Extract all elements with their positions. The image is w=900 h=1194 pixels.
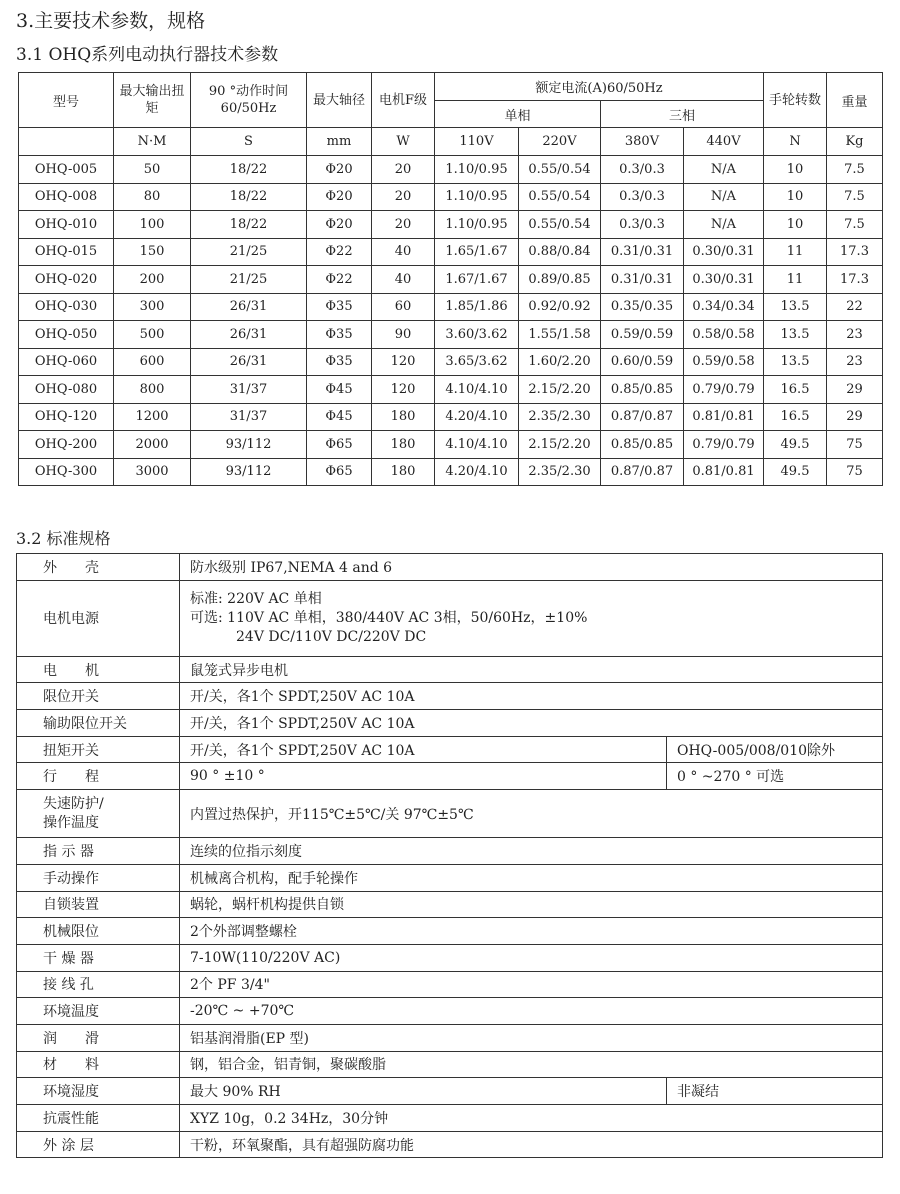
- cell-time: 26/31: [191, 293, 307, 321]
- cell-model: OHQ-008: [19, 183, 114, 211]
- cell-current-110v: 4.10/4.10: [435, 431, 519, 459]
- power-line-optional: 可选: 110V AC 单相，380/440V AC 3相，50/60Hz，±10%: [190, 609, 588, 626]
- table-row: [17, 944, 883, 971]
- power-line-standard: 标准: 220V AC 单相: [190, 590, 322, 607]
- lubrication-value: 铝基润滑脂(EP 型): [180, 1024, 883, 1051]
- cell-current-220v: 2.35/2.30: [519, 403, 601, 431]
- header-model: 型号: [19, 73, 114, 128]
- cell-current-440v: N/A: [684, 156, 764, 184]
- stall-protection-label: [17, 790, 180, 838]
- cell-torque: 1200: [114, 403, 191, 431]
- cell-current-220v: 0.88/0.84: [519, 238, 601, 266]
- cell-current-380v: 0.31/0.31: [601, 238, 684, 266]
- cell-motor: 60: [372, 293, 435, 321]
- cell-shaft: Φ35: [307, 348, 372, 376]
- aux-limit-switch-label: 输助限位开关: [17, 710, 180, 737]
- cell-current-110v: 4.10/4.10: [435, 376, 519, 404]
- cell-current-380v: 0.85/0.85: [601, 431, 684, 459]
- cell-weight: 7.5: [827, 183, 883, 211]
- cell-torque: 2000: [114, 431, 191, 459]
- cell-model: OHQ-200: [19, 431, 114, 459]
- cell-weight: 17.3: [827, 238, 883, 266]
- cell-time: 18/22: [191, 156, 307, 184]
- cell-motor: 40: [372, 266, 435, 294]
- cell-shaft: Φ45: [307, 403, 372, 431]
- cell-current-380v: 0.87/0.87: [601, 403, 684, 431]
- cell-weight: 17.3: [827, 266, 883, 294]
- cell-handwheel: 11: [764, 238, 827, 266]
- cell-torque: 50: [114, 156, 191, 184]
- table-row: [17, 1051, 883, 1078]
- lubrication-label: 润 滑: [17, 1024, 180, 1051]
- cell-weight: 22: [827, 293, 883, 321]
- power-value: [180, 580, 883, 656]
- cell-shaft: Φ22: [307, 238, 372, 266]
- cell-model: OHQ-080: [19, 376, 114, 404]
- unit-220v: 220V: [519, 128, 601, 156]
- spec-table-body: [19, 156, 883, 486]
- mechanical-stop-label: 机械限位: [17, 918, 180, 945]
- cell-current-220v: 0.55/0.54: [519, 156, 601, 184]
- coating-label: 外 涂 层: [17, 1131, 180, 1158]
- table-row: [19, 403, 883, 431]
- humidity-note: 非凝结: [667, 1078, 883, 1105]
- vibration-label: 抗震性能: [17, 1105, 180, 1132]
- spec-table: [18, 72, 883, 486]
- header-torque: 最大输出扭矩: [114, 73, 191, 128]
- cell-shaft: Φ35: [307, 293, 372, 321]
- cell-handwheel: 49.5: [764, 458, 827, 486]
- table-row: [17, 554, 883, 581]
- torque-switch-label: 扭矩开关: [17, 736, 180, 763]
- cell-time: 31/37: [191, 376, 307, 404]
- unit-440v: 440V: [684, 128, 764, 156]
- space-heater-value: 7-10W(110/220V AC): [180, 944, 883, 971]
- table-row: [17, 736, 883, 763]
- section-3-1-title: 3.1 OHQ系列电动执行器技术参数: [16, 45, 279, 65]
- cell-current-440v: 0.81/0.81: [684, 403, 764, 431]
- cell-current-220v: 1.55/1.58: [519, 321, 601, 349]
- table-row: [19, 376, 883, 404]
- cell-motor: 40: [372, 238, 435, 266]
- manual-override-value: 机械离合机构，配手轮操作: [180, 864, 883, 891]
- cell-handwheel: 16.5: [764, 376, 827, 404]
- table-row: [17, 710, 883, 737]
- cell-time: 21/25: [191, 238, 307, 266]
- unit-shaft: mm: [307, 128, 372, 156]
- cell-time: 26/31: [191, 348, 307, 376]
- cell-current-440v: 0.30/0.31: [684, 266, 764, 294]
- cell-current-440v: 0.81/0.81: [684, 458, 764, 486]
- aux-limit-switch-value: 开/关，各1个 SPDT,250V AC 10A: [180, 710, 883, 737]
- cell-current-380v: 0.3/0.3: [601, 156, 684, 184]
- cell-handwheel: 13.5: [764, 293, 827, 321]
- unit-weight: Kg: [827, 128, 883, 156]
- cell-handwheel: 10: [764, 156, 827, 184]
- cell-current-440v: 0.79/0.79: [684, 376, 764, 404]
- cell-current-220v: 2.35/2.30: [519, 458, 601, 486]
- cell-current-110v: 1.10/0.95: [435, 183, 519, 211]
- space-heater-label: 干 燥 器: [17, 944, 180, 971]
- cell-motor: 180: [372, 458, 435, 486]
- table-row: [19, 293, 883, 321]
- cell-current-110v: 1.10/0.95: [435, 156, 519, 184]
- stroke-value: 90 ° ±10 °: [180, 763, 667, 790]
- unit-motor: W: [372, 128, 435, 156]
- vibration-value: XYZ 10g，0.2 34Hz，30分钟: [180, 1105, 883, 1132]
- table-row: [17, 1024, 883, 1051]
- housing-value: 防水级别 IP67,NEMA 4 and 6: [180, 554, 883, 581]
- table-row: [19, 183, 883, 211]
- table-row: [17, 998, 883, 1025]
- cell-handwheel: 49.5: [764, 431, 827, 459]
- cell-current-220v: 1.60/2.20: [519, 348, 601, 376]
- cell-weight: 29: [827, 403, 883, 431]
- cell-torque: 500: [114, 321, 191, 349]
- table-row: [17, 580, 883, 656]
- cell-model: OHQ-010: [19, 211, 114, 239]
- cell-current-440v: 0.59/0.58: [684, 348, 764, 376]
- table-row: [17, 971, 883, 998]
- header-motor: 电机F级: [372, 73, 435, 128]
- cell-model: OHQ-060: [19, 348, 114, 376]
- cell-motor: 180: [372, 431, 435, 459]
- cell-weight: 75: [827, 431, 883, 459]
- cell-model: OHQ-030: [19, 293, 114, 321]
- motor-label: 电 机: [17, 656, 180, 683]
- cell-motor: 120: [372, 348, 435, 376]
- header-model-unit: [19, 128, 114, 156]
- motor-value: 鼠笼式异步电机: [180, 656, 883, 683]
- header-three-phase: 三相: [601, 101, 764, 128]
- stall-protection-value: 内置过热保护，开115℃±5℃/关 97℃±5℃: [180, 790, 883, 838]
- table-row: [17, 838, 883, 865]
- cell-torque: 3000: [114, 458, 191, 486]
- cell-model: OHQ-005: [19, 156, 114, 184]
- cell-current-380v: 0.85/0.85: [601, 376, 684, 404]
- cell-weight: 29: [827, 376, 883, 404]
- stroke-label: 行 程: [17, 763, 180, 790]
- cell-time: 31/37: [191, 403, 307, 431]
- cell-handwheel: 16.5: [764, 403, 827, 431]
- conduit-entry-label: 接 线 孔: [17, 971, 180, 998]
- cell-current-110v: 4.20/4.10: [435, 403, 519, 431]
- cell-current-110v: 3.60/3.62: [435, 321, 519, 349]
- mechanical-stop-value: 2个外部调整螺栓: [180, 918, 883, 945]
- header-time: 90 °动作时间60/50Hz: [191, 73, 307, 128]
- table-row: [19, 348, 883, 376]
- humidity-label: 环境湿度: [17, 1078, 180, 1105]
- cell-current-220v: 0.89/0.85: [519, 266, 601, 294]
- housing-label: 外 壳: [17, 554, 180, 581]
- cell-current-380v: 0.3/0.3: [601, 211, 684, 239]
- table-row: [17, 1131, 883, 1158]
- cell-time: 93/112: [191, 431, 307, 459]
- unit-380v: 380V: [601, 128, 684, 156]
- unit-torque: N·M: [114, 128, 191, 156]
- cell-torque: 600: [114, 348, 191, 376]
- table-row: [19, 321, 883, 349]
- torque-switch-note: OHQ-005/008/010除外: [667, 736, 883, 763]
- cell-shaft: Φ22: [307, 266, 372, 294]
- table-row: [17, 864, 883, 891]
- cell-current-220v: 0.92/0.92: [519, 293, 601, 321]
- table-row: [17, 763, 883, 790]
- self-locking-label: 自锁装置: [17, 891, 180, 918]
- limit-switch-label: 限位开关: [17, 683, 180, 710]
- self-locking-value: 蜗轮，蜗杆机构提供自锁: [180, 891, 883, 918]
- unit-handwheel: N: [764, 128, 827, 156]
- torque-switch-value: 开/关，各1个 SPDT,250V AC 10A: [180, 736, 667, 763]
- unit-time: S: [191, 128, 307, 156]
- cell-torque: 200: [114, 266, 191, 294]
- cell-time: 93/112: [191, 458, 307, 486]
- cell-current-380v: 0.35/0.35: [601, 293, 684, 321]
- cell-current-220v: 2.15/2.20: [519, 431, 601, 459]
- cell-time: 18/22: [191, 183, 307, 211]
- cell-model: OHQ-300: [19, 458, 114, 486]
- cell-model: OHQ-020: [19, 266, 114, 294]
- cell-shaft: Φ20: [307, 211, 372, 239]
- cell-handwheel: 10: [764, 183, 827, 211]
- ambient-temp-label: 环境温度: [17, 998, 180, 1025]
- table-row: [17, 790, 883, 838]
- power-label: 电机电源: [17, 580, 180, 656]
- table-row: [17, 656, 883, 683]
- cell-current-440v: 0.58/0.58: [684, 321, 764, 349]
- cell-shaft: Φ65: [307, 458, 372, 486]
- conduit-entry-value: 2个 PF 3/4": [180, 971, 883, 998]
- cell-current-110v: 3.65/3.62: [435, 348, 519, 376]
- material-value: 钢，铝合金，铝青铜，聚碳酸脂: [180, 1051, 883, 1078]
- cell-time: 18/22: [191, 211, 307, 239]
- cell-shaft: Φ20: [307, 183, 372, 211]
- cell-handwheel: 13.5: [764, 348, 827, 376]
- manual-override-label: 手动操作: [17, 864, 180, 891]
- table-row: [17, 683, 883, 710]
- stall-label-line1: 失速防护/: [43, 795, 104, 812]
- stroke-note: 0 ° ~270 ° 可选: [667, 763, 883, 790]
- cell-torque: 80: [114, 183, 191, 211]
- header-shaft: 最大轴径: [307, 73, 372, 128]
- cell-torque: 300: [114, 293, 191, 321]
- section-3-title: 3.主要技术参数，规格: [16, 10, 206, 32]
- cell-current-380v: 0.31/0.31: [601, 266, 684, 294]
- cell-motor: 20: [372, 156, 435, 184]
- section-3-2-title: 3.2 标准规格: [16, 529, 111, 548]
- table-row: [19, 238, 883, 266]
- cell-weight: 7.5: [827, 156, 883, 184]
- table-row: [19, 211, 883, 239]
- cell-current-110v: 1.85/1.86: [435, 293, 519, 321]
- coating-value: 干粉，环氧聚酯，具有超强防腐功能: [180, 1131, 883, 1158]
- table-row: [19, 156, 883, 184]
- ambient-temp-value: -20℃ ~ +70℃: [180, 998, 883, 1025]
- standard-spec-table: [16, 553, 883, 1158]
- cell-current-440v: 0.34/0.34: [684, 293, 764, 321]
- unit-110v: 110V: [435, 128, 519, 156]
- table-row: [19, 431, 883, 459]
- cell-current-220v: 0.55/0.54: [519, 211, 601, 239]
- header-weight: 重量: [827, 73, 883, 128]
- indicator-value: 连续的位指示刻度: [180, 838, 883, 865]
- cell-torque: 800: [114, 376, 191, 404]
- cell-current-220v: 2.15/2.20: [519, 376, 601, 404]
- cell-motor: 120: [372, 376, 435, 404]
- table-row: [17, 891, 883, 918]
- material-label: 材 料: [17, 1051, 180, 1078]
- cell-current-110v: 4.20/4.10: [435, 458, 519, 486]
- cell-time: 26/31: [191, 321, 307, 349]
- cell-motor: 20: [372, 211, 435, 239]
- cell-current-440v: 0.79/0.79: [684, 431, 764, 459]
- cell-handwheel: 10: [764, 211, 827, 239]
- power-line-dc: 24V DC/110V DC/220V DC: [236, 628, 427, 645]
- cell-motor: 20: [372, 183, 435, 211]
- cell-torque: 100: [114, 211, 191, 239]
- cell-time: 21/25: [191, 266, 307, 294]
- header-single-phase: 单相: [435, 101, 601, 128]
- cell-weight: 23: [827, 321, 883, 349]
- cell-weight: 7.5: [827, 211, 883, 239]
- cell-current-380v: 0.87/0.87: [601, 458, 684, 486]
- cell-shaft: Φ20: [307, 156, 372, 184]
- cell-weight: 75: [827, 458, 883, 486]
- cell-shaft: Φ45: [307, 376, 372, 404]
- cell-current-440v: N/A: [684, 183, 764, 211]
- cell-model: OHQ-120: [19, 403, 114, 431]
- cell-motor: 180: [372, 403, 435, 431]
- cell-model: OHQ-015: [19, 238, 114, 266]
- cell-current-110v: 1.10/0.95: [435, 211, 519, 239]
- cell-shaft: Φ65: [307, 431, 372, 459]
- cell-weight: 23: [827, 348, 883, 376]
- cell-current-110v: 1.65/1.67: [435, 238, 519, 266]
- indicator-label: 指 示 器: [17, 838, 180, 865]
- cell-motor: 90: [372, 321, 435, 349]
- limit-switch-value: 开/关，各1个 SPDT,250V AC 10A: [180, 683, 883, 710]
- header-handwheel: 手轮转数: [764, 73, 827, 128]
- cell-handwheel: 11: [764, 266, 827, 294]
- cell-current-440v: N/A: [684, 211, 764, 239]
- cell-shaft: Φ35: [307, 321, 372, 349]
- cell-current-440v: 0.30/0.31: [684, 238, 764, 266]
- cell-current-220v: 0.55/0.54: [519, 183, 601, 211]
- cell-current-380v: 0.59/0.59: [601, 321, 684, 349]
- cell-torque: 150: [114, 238, 191, 266]
- cell-current-380v: 0.60/0.59: [601, 348, 684, 376]
- cell-current-380v: 0.3/0.3: [601, 183, 684, 211]
- table-row: [19, 458, 883, 486]
- cell-model: OHQ-050: [19, 321, 114, 349]
- cell-handwheel: 13.5: [764, 321, 827, 349]
- table-row: [19, 266, 883, 294]
- stall-label-line2: 操作温度: [43, 814, 99, 831]
- table-row: [17, 918, 883, 945]
- header-current: 额定电流(A)60/50Hz: [435, 73, 764, 101]
- cell-current-110v: 1.67/1.67: [435, 266, 519, 294]
- humidity-value: 最大 90% RH: [180, 1078, 667, 1105]
- table-row: [17, 1105, 883, 1132]
- table-row: [17, 1078, 883, 1105]
